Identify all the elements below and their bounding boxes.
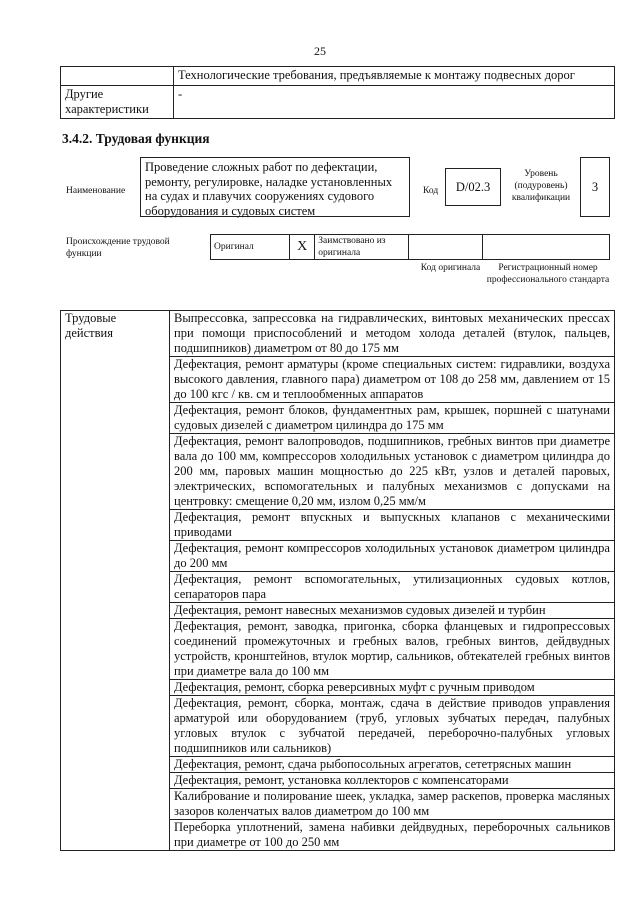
table-row (61, 311, 615, 357)
labor-action-item: Дефектация, ремонт впускных и выпускных клапанов с механическими приводами (170, 510, 615, 541)
labor-action-item: Дефектация, ремонт компрессоров холодильных установок диаметром цилиндра до 200 мм (170, 541, 615, 572)
other-characteristics-label: Другие характеристики (61, 86, 174, 119)
labor-action-item: Переборка уплотнений, замена набивки дейдвудных, переборочных сальников при диаметре от 100 до 250 мм (170, 820, 615, 851)
labor-actions-label: Трудовые действия (61, 311, 170, 851)
original-code-cell (409, 235, 483, 260)
code-box: D/02.3 (445, 168, 501, 206)
table-row (61, 67, 615, 86)
labor-action-item: Дефектация, ремонт вспомогательных, утилизационных судовых котлов, сепараторов пара (170, 572, 615, 603)
original-label: Оригинал (211, 235, 290, 260)
origin-label: Происхождение трудовой функции (66, 237, 170, 259)
tech-requirements-text: Технологические требования, предъявляемые к монтажу подвесных дорог (174, 67, 615, 86)
page-number: 25 (314, 44, 326, 58)
other-characteristics-value: - (174, 86, 615, 119)
reg-number-cell (483, 235, 610, 260)
labor-action-item: Дефектация, ремонт, сдача рыбопосольных агрегатов, сететрясных машин (170, 757, 615, 773)
labor-action-item: Дефектация, ремонт блоков, фундаментных рам, крышек, поршней с шатунами судовых дизелей с диаметром цилиндра до 175 мм (170, 403, 615, 434)
characteristics-table (60, 66, 615, 119)
original-mark: X (289, 235, 314, 260)
labor-action-item: Дефектация, ремонт, установка коллекторов с компенсаторами (170, 773, 615, 789)
borrowed-label: Заимствовано из оригинала (315, 235, 409, 260)
labor-action-item: Дефектация, ремонт валопроводов, подшипников, гребных винтов при диаметре вала до 100 мм, компрессоров холодильных установок с диаметром цилиндра до 200 мм, паровых машин мощностью до 225 кВт, узлов и деталей паровых, электрических, вспомогательных и палубных механизмов с допусками на центровку: смещение 0,20 мм, излом 0,25 мм/м (170, 434, 615, 510)
section-heading: 3.4.2. Трудовая функция (62, 131, 210, 146)
labor-actions-table (60, 310, 615, 851)
labor-action-item: Дефектация, ремонт навесных механизмов судовых дизелей и турбин (170, 603, 615, 619)
table-row (61, 86, 615, 119)
code-label: Код (423, 186, 439, 196)
qualification-level-box: 3 (580, 157, 610, 217)
function-name-box: Проведение сложных работ по дефектации, ремонту, регулировке, наладке установленных на судах и плавучих сооружениях судового оборудования и судовых систем (140, 157, 410, 217)
reg-number-caption: Регистрационный номер профессионального стандарта (486, 263, 610, 285)
labor-action-item: Выпрессовка, запрессовка на гидравлических, винтовых механических прессах при помощи приспособлений и методом холода деталей (втулок, пальцев, подшипников) диаметром от 80 до 175 мм (170, 311, 615, 357)
qualification-level-label: Уровень (подуровень) квалификации (511, 169, 571, 203)
labor-action-item: Дефектация, ремонт арматуры (кроме специальных систем: гидравлики, воздуха высокого давления, главного пара) диаметром от 108 до 258 мм, давлением от 15 до 100 кгс / кв. см и теплообменных аппаратов (170, 357, 615, 403)
labor-action-item: Дефектация, ремонт, сборка реверсивных муфт с ручным приводом (170, 680, 615, 696)
table-row (211, 235, 610, 260)
labor-action-item: Калибрование и полирование шеек, укладка, замер раскепов, проверка масляных зазоров коленчатых валов диаметром до 100 мм (170, 789, 615, 820)
code-original-caption: Код оригинала (420, 263, 481, 273)
table-cell-empty (61, 67, 174, 86)
name-label: Наименование (66, 186, 126, 196)
labor-action-item: Дефектация, ремонт, заводка, пригонка, сборка фланцевых и гидропрессовых соединений промежуточных и гребных валов, гребных винтов, дейдвудных устройств, кронштейнов, втулок мортир, сальников, обтекателей гребных винтов при диаметре вала до 100 мм (170, 619, 615, 680)
labor-action-item: Дефектация, ремонт, сборка, монтаж, сдача в действие приводов управления арматурой или оборудованием (труб, угловых зубчатых передач, палубных угловых втулок с зубчатой передачей, переборочно-палубных угловых подшипников или сальников) (170, 696, 615, 757)
origin-table (210, 234, 610, 260)
